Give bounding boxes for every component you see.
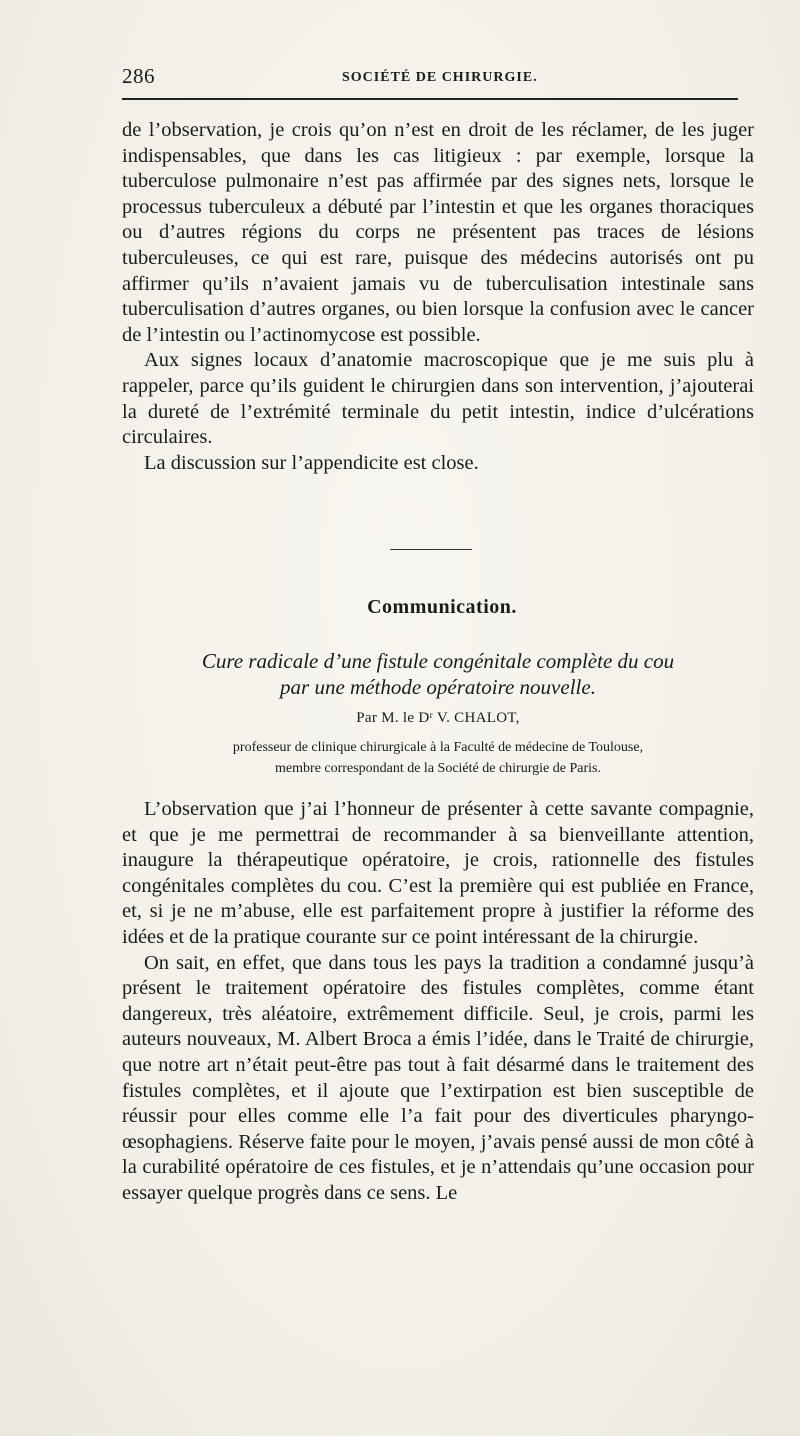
section-heading: Communication. <box>367 596 517 618</box>
article-title <box>122 648 754 700</box>
header-rule <box>122 98 738 100</box>
paragraph: de l’observation, je crois qu’on n’est en droit de les réclamer, de les juger indispensables, que dans les cas litigieux : par exemple, lorsque la tuberculose pulmonaire n’est pas affirmée par des signes nets, lorsque le processus tuberculeux a débuté par l’intestin et que les organes thoraciques ou d’autres régions du corps ne présentent pas traces de lésions tuberculeuses, ce qui est rare, puisque des médecins autorisés ont pu affirmer qu’ils n’avaient jamais vu de tuberculisation intestinale sans tuberculisation d’autres organes, ou bien lorsque la confusion avec le cancer de l’intestin ou l’actinomycose est possible. <box>122 119 754 346</box>
paragraph: On sait, en effet, que dans tous les pays la tradition a condamné jusqu’à présent le traitement opératoire des fistules complètes, comme étant dangereux, très aléatoire, extrêmement difficile. Seul, je crois, parmi les auteurs nouveaux, M. Albert Broca a émis l’idée, dans le Traité de chirurgie, que notre art n’était peut-être pas tout à fait désarmé dans le traitement des fistules complètes, et il ajoute que l’extirpation est bien susceptible de réussir pour elles comme elle l’a fait pour des diverticules pharyngo-œsophagiens. Réserve faite pour le moyen, j’avais pensé aussi de mon côté à la curabilité opératoire de ces fistules, et je n’attendais qu’une occasion pour essayer quelque progrès dans ce sens. Le <box>122 951 754 1204</box>
body-text-top <box>122 118 754 476</box>
separator-rule <box>390 549 472 550</box>
affiliation-line: membre correspondant de la Société de chirurgie de Paris. <box>275 761 601 776</box>
paragraph: Aux signes locaux d’anatomie macroscopique que je me suis plu à rappeler, parce qu’ils guident le chirurgien dans son intervention, j’ajouterai la dureté de l’extrémité terminale du petit intestin, indice d’ulcérations circulaires. <box>122 349 754 449</box>
page-number: 286 <box>122 64 155 88</box>
paragraph: L’observation que j’ai l’honneur de présenter à cette savante compagnie, et que je me permettrai de recommander à sa bienveillante attention, inaugure la thérapeutique opératoire, je crois, rationnelle des fistules congénitales complètes du cou. C’est la première qui est publiée en France, et, si je ne m’abuse, elle est parfaitement propre à justifier la réforme des idées et de la pratique courante sur ce point intéressant de la chirurgie. <box>122 798 754 948</box>
article-title-line: par une méthode opératoire nouvelle. <box>280 675 596 699</box>
affiliation-line: professeur de clinique chirurgicale à la Faculté de médecine de Toulouse, <box>232 740 644 755</box>
page-header <box>122 64 738 100</box>
body-text-bottom <box>122 797 754 1207</box>
paragraph: La discussion sur l’appendicite est close. <box>144 451 479 474</box>
author-byline: Par M. le Dʳ V. CHALOT, <box>356 710 520 726</box>
running-head: SOCIÉTÉ DE CHIRURGIE. <box>342 70 538 85</box>
author-affiliation <box>122 737 754 779</box>
article-title-line: Cure radicale d’une fistule congénitale complète du cou <box>201 649 675 673</box>
